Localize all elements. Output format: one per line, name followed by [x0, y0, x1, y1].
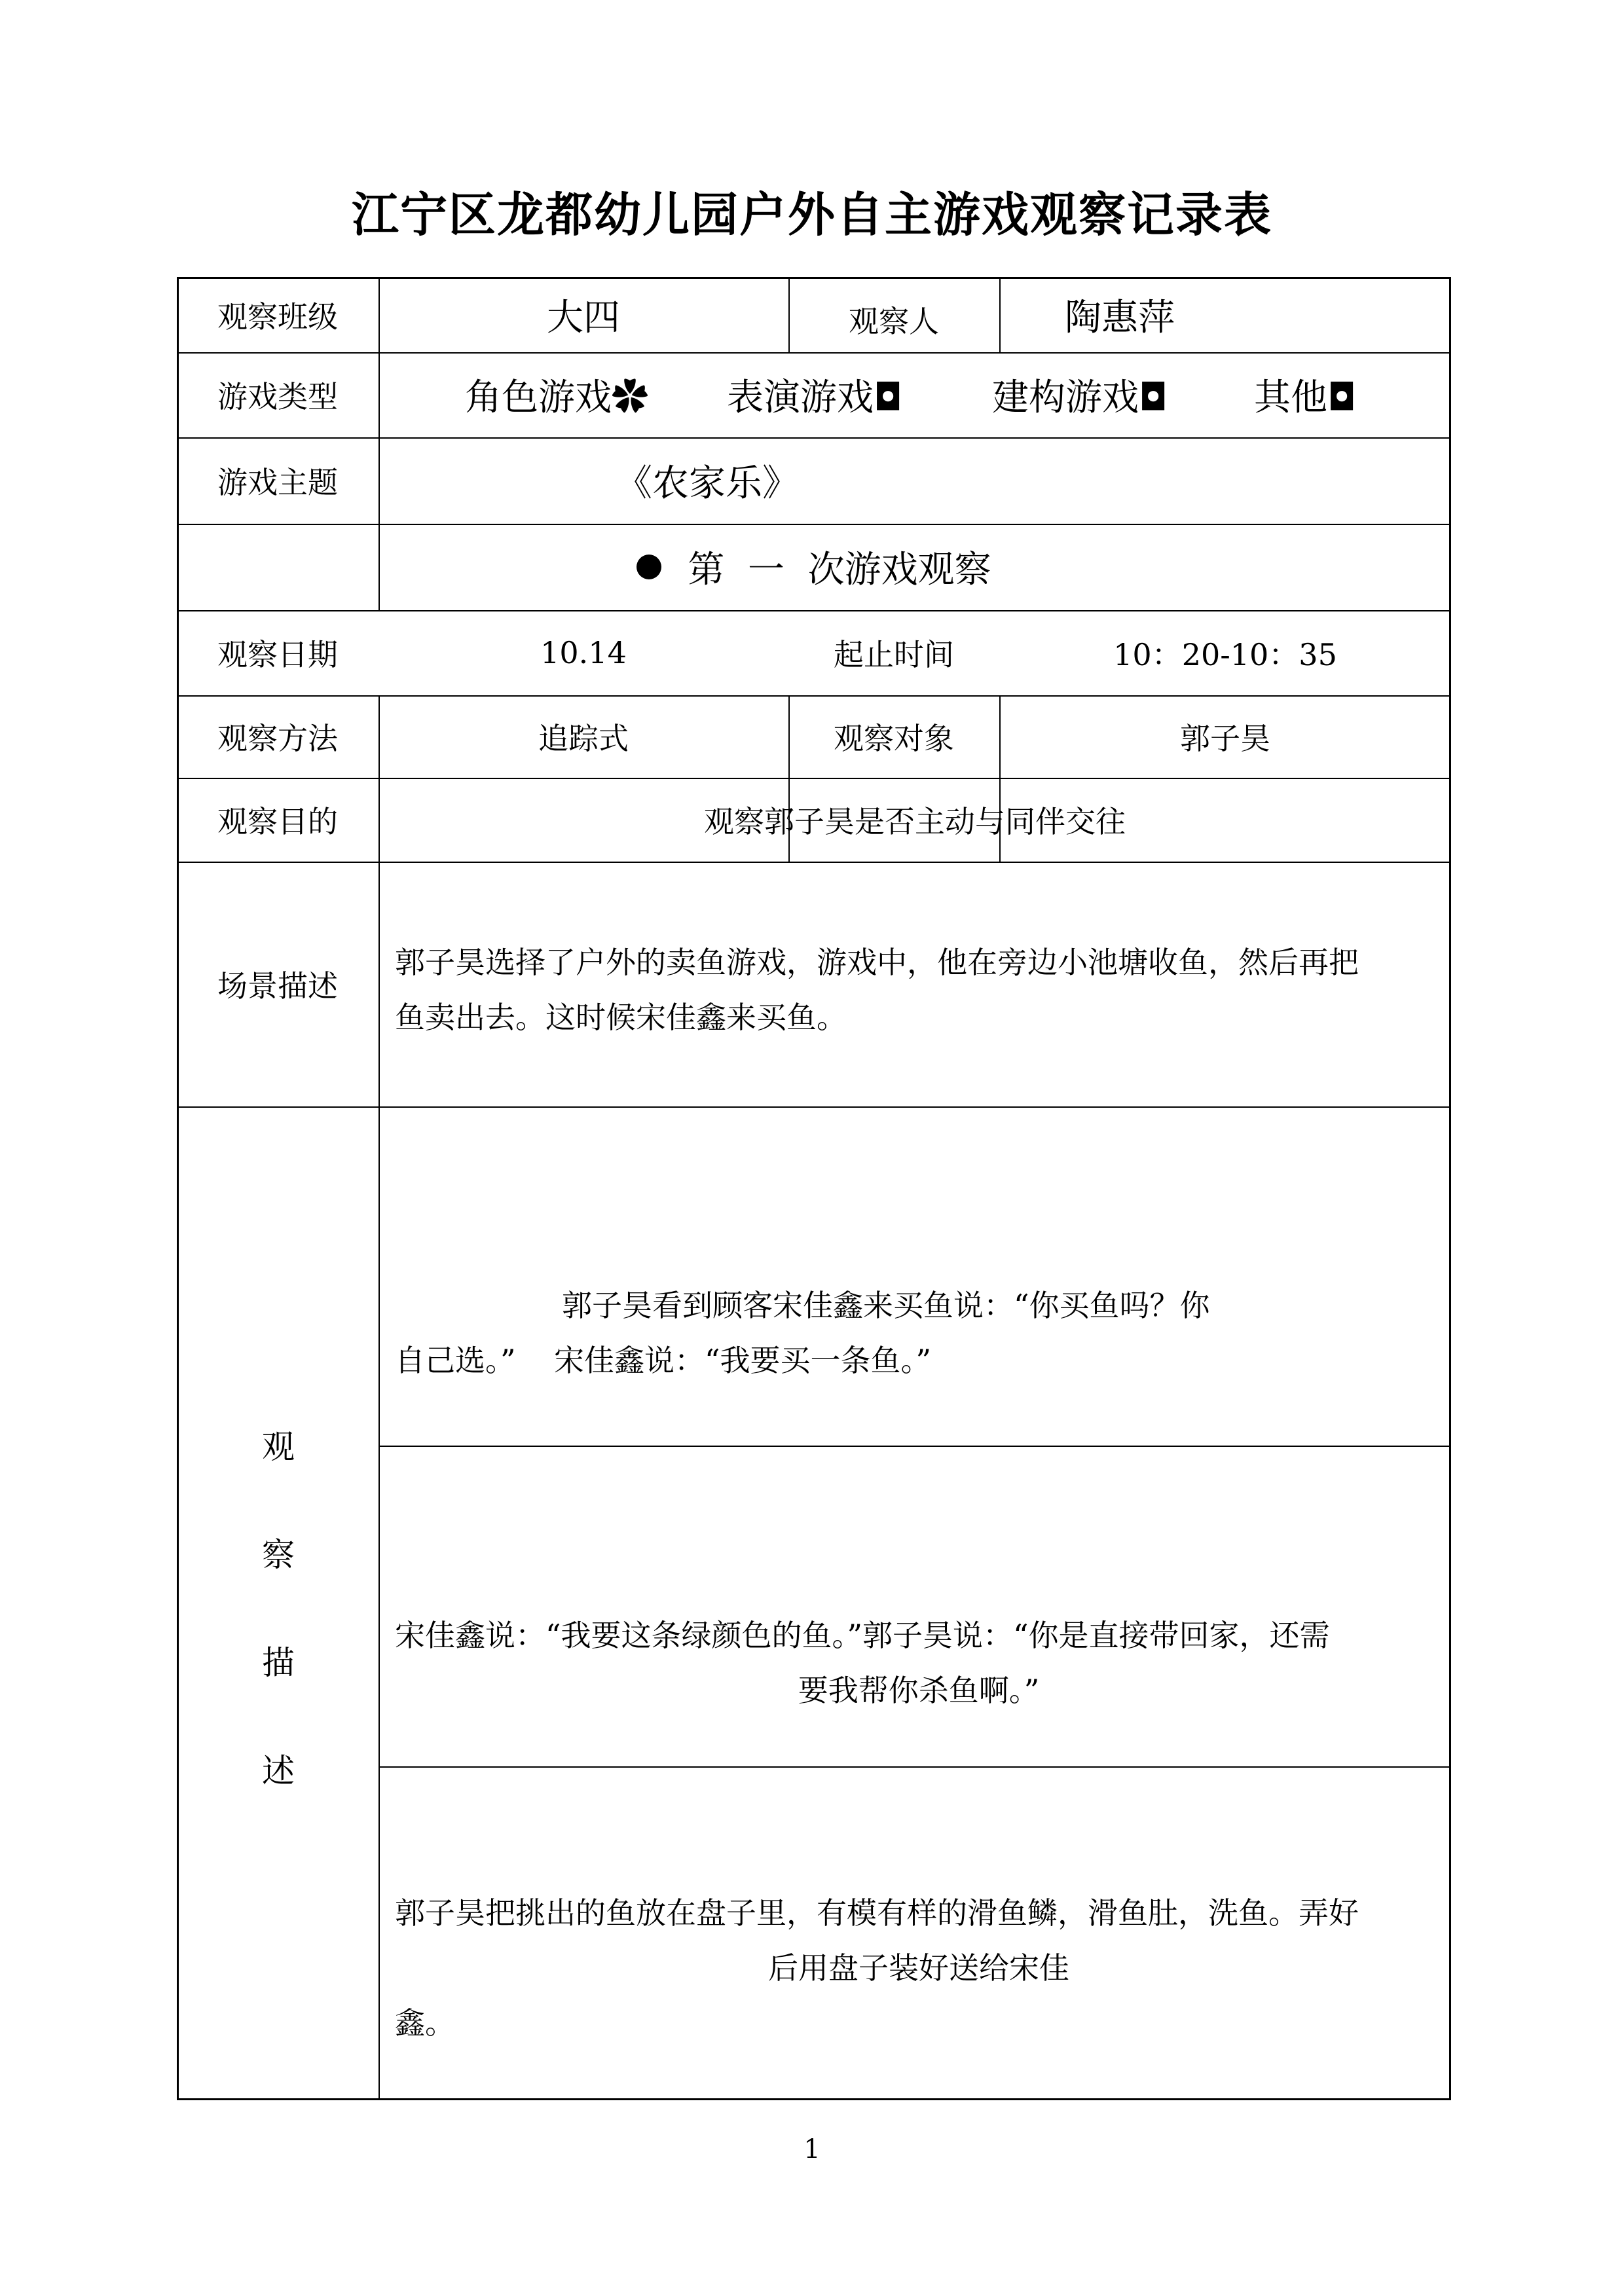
page-number: 1 — [803, 2134, 821, 2164]
page-title: 江宁区龙都幼儿园户外自主游戏观察记录表 — [351, 187, 1272, 242]
observation-entry-3: 郭子昊把挑出的鱼放在盘子里，有模有样的滑鱼鳞，滑鱼肚，洗鱼。弄好 后用盘子装好送给宋佳 鑫。 — [395, 1895, 1359, 2041]
game-type-construction: 建构游戏◘ — [992, 376, 1168, 419]
time-label: 起止时间 — [834, 637, 954, 672]
observation-label-char-1: 观 — [262, 1428, 295, 1466]
observer-value: 陶惠萍 — [1065, 296, 1175, 339]
game-theme-value: 《农家乐》 — [616, 462, 799, 505]
time-value: 10：20-10：35 — [1113, 637, 1337, 672]
date-value: 10.14 — [540, 635, 627, 670]
game-type-role: 角色游戏✿ — [465, 376, 648, 419]
observer-label: 观察人 — [849, 303, 939, 339]
scene-description: 郭子昊选择了户外的卖鱼游戏，游戏中，他在旁边小池塘收鱼，然后再把 鱼卖出去。这时候宋佳鑫来买鱼。 — [395, 945, 1359, 1035]
game-type-performance: 表演游戏◘ — [727, 376, 903, 419]
target-value: 郭子昊 — [1180, 721, 1270, 756]
bullet-icon — [637, 555, 661, 579]
session-heading: 第 一 次游戏观察 — [177, 524, 1451, 610]
purpose-label: 观察目的 — [217, 804, 338, 839]
observation-entry-2: 宋佳鑫说：“我要这条绿颜色的鱼。”郭子昊说：“你是直接带回家，还需 要我帮你杀鱼啊。” — [395, 1618, 1330, 1708]
date-label: 观察日期 — [217, 637, 338, 672]
game-theme-label: 游戏主题 — [217, 465, 338, 500]
class-label: 观察班级 — [217, 299, 338, 335]
observation-label-char-2: 察 — [262, 1536, 295, 1574]
scene-label: 场景描述 — [217, 968, 338, 1004]
target-label: 观察对象 — [834, 721, 954, 756]
class-value: 大四 — [547, 296, 620, 339]
observation-label-char-4: 述 — [262, 1752, 295, 1790]
game-type-other: 其他◘ — [1254, 376, 1357, 419]
observation-entry-1: 郭子昊看到顾客宋佳鑫来买鱼说：“你买鱼吗？你 自己选。” 宋佳鑫说：“我要买一条鱼。” — [395, 1288, 1210, 1378]
method-value: 追踪式 — [538, 721, 629, 756]
method-label: 观察方法 — [217, 721, 338, 756]
observation-label-char-3: 描 — [262, 1644, 295, 1682]
purpose-value: 观察郭子昊是否主动与同伴交往 — [704, 804, 1126, 839]
game-type-label: 游戏类型 — [217, 379, 338, 414]
